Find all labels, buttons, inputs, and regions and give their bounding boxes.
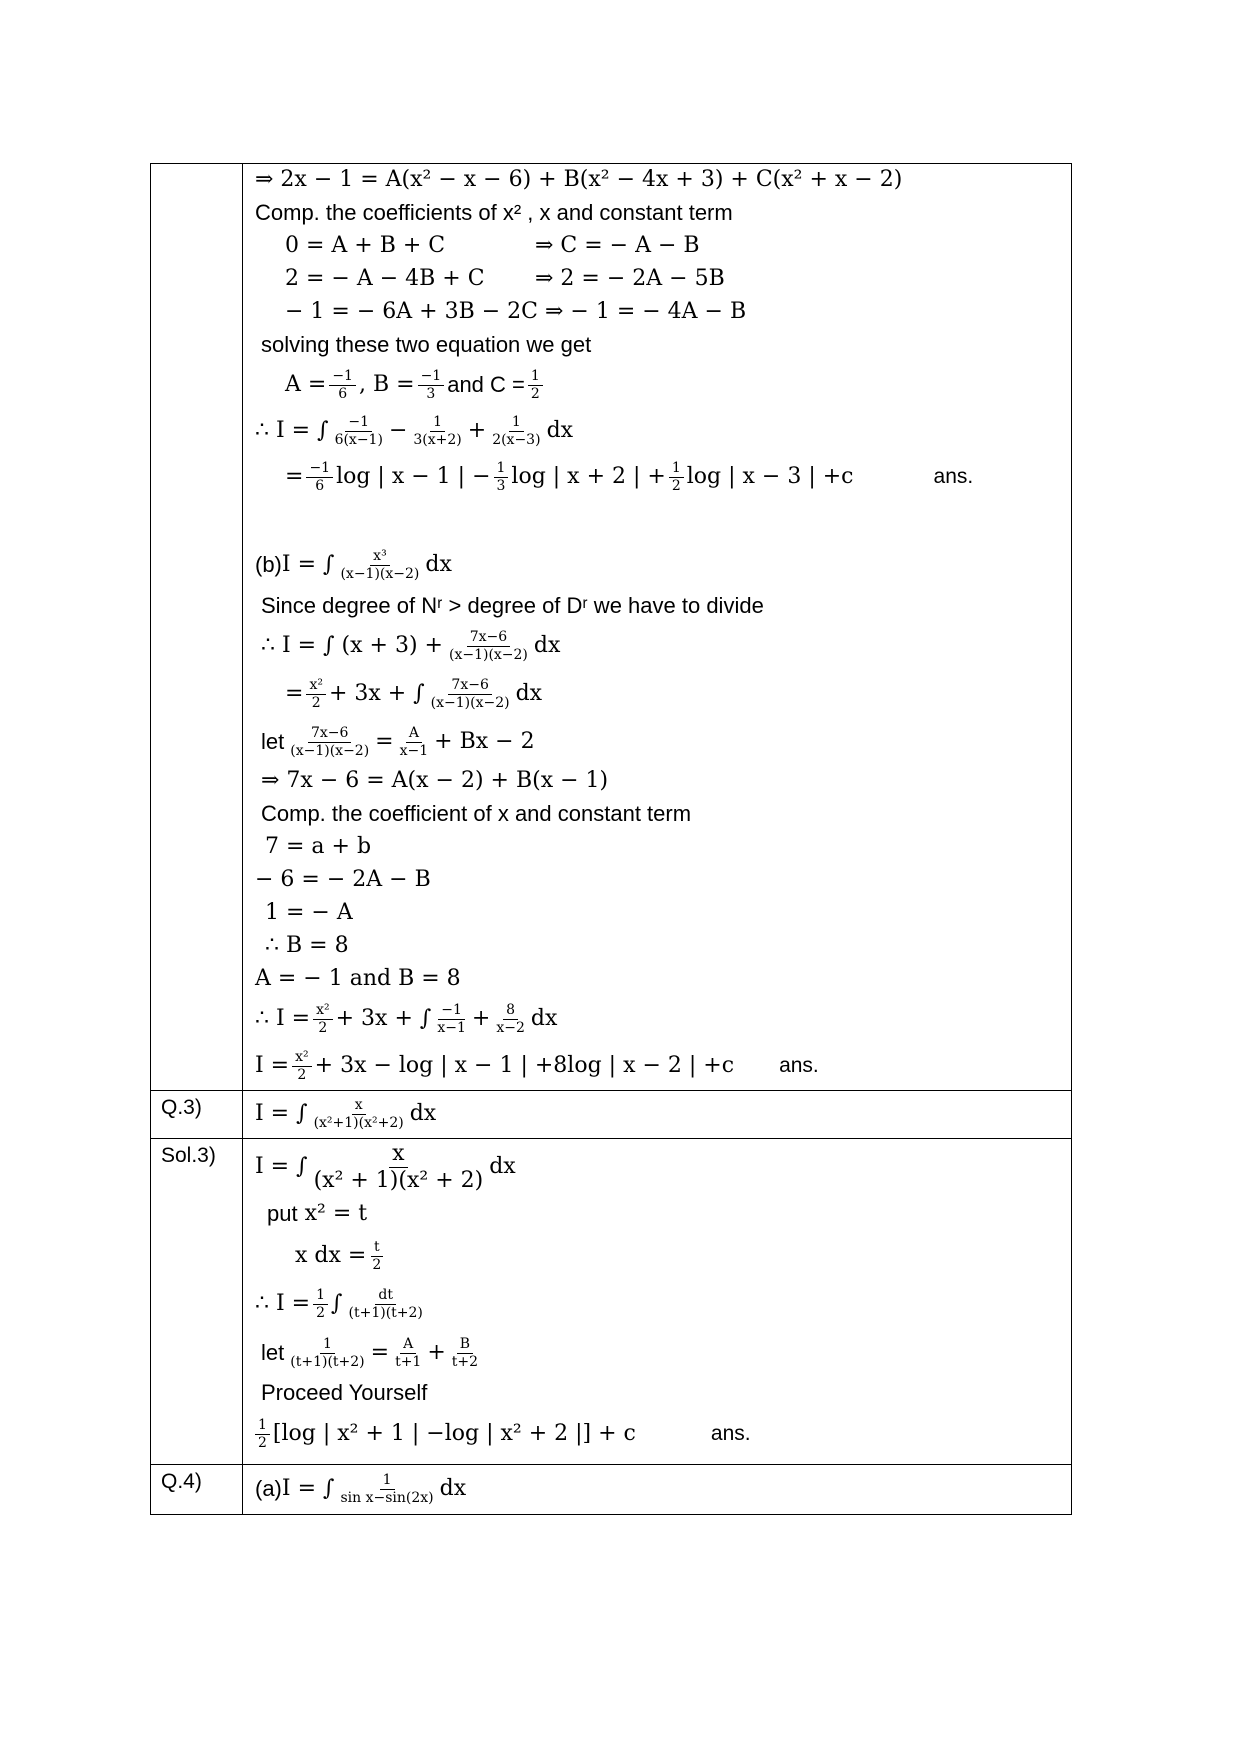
- question-label-cell: [151, 1091, 243, 1139]
- fraction: $\frac{\text{x²}}{2}$: [306, 677, 326, 710]
- equation-line: let $\frac{7x-6}{(x-1)(x-2)}$ = $\frac{A}{x-1}$ + Bx − 2: [261, 725, 535, 759]
- fraction: $\frac{B}{t+2}$: [451, 1336, 479, 1370]
- equation-line: I = $\frac{\text{x²}}{2}$ + 3x − log | x − 1 | +8log | x − 2 | +c ans.: [255, 1049, 819, 1083]
- fraction: $\frac{1}{2}$: [313, 1287, 328, 1320]
- equation-line: let $\frac{1}{(t+1)(t+2)}$ = $\frac{A}{t+1}$ + $\frac{B}{t+2}$: [255, 1329, 1071, 1377]
- solution-label: Sol.3): [161, 1144, 216, 1167]
- fraction: $\frac{1}{2}$: [528, 368, 543, 401]
- table-row: [151, 1139, 1072, 1465]
- equation-line: A = − 1 and B = 8: [255, 966, 461, 992]
- fraction: x (x² + 1)(x² + 2): [313, 1141, 484, 1193]
- table-row: [151, 164, 1072, 1091]
- question-content-cell: [243, 1465, 1072, 1515]
- equation-line: 1 2 [log | x² + 1 | −log | x² + 2 |] + c ans.: [255, 1410, 1071, 1458]
- equation-line: 1 = − A: [265, 900, 353, 926]
- equation-line: ∴ B = 8: [265, 933, 349, 959]
- solution-label-cell: [151, 1139, 243, 1465]
- fraction: $\frac{A}{t+1}$: [395, 1336, 422, 1370]
- table-row: [151, 1465, 1072, 1515]
- text-line: Comp. the coefficient of x and constant term: [261, 801, 692, 827]
- equation-line: ⇒ 2x − 1 = A(x² − x − 6) + B(x² − 4x + 3) + C(x² + x − 2): [255, 167, 903, 193]
- equation-line: = $\frac{-1}{6}$ log | x − 1 | − $\frac{1}{3}$ log | x + 2 | + $\frac{1}{2}$ log | x − 3 | +c ans.: [285, 460, 974, 494]
- equation-line: − 6 = − 2A − B: [255, 867, 431, 893]
- answer-marker: ans.: [779, 1054, 819, 1078]
- fraction: 1 sin x−sin(2x): [340, 1472, 434, 1506]
- fraction: $\frac{\text{x²}}{2}$: [313, 1002, 333, 1035]
- fraction: 1 2: [255, 1417, 270, 1450]
- fraction: dt (t+1)(t+2): [348, 1287, 423, 1321]
- fraction: $\frac{1}{2}$: [669, 460, 684, 493]
- equation-line: ∴ I = ∫ (x + 3) + $\frac{7x-6}{(x-1)(x-2)}$ dx: [261, 629, 561, 663]
- fraction: $\frac{A}{x-1}$: [399, 725, 429, 759]
- fraction: $\frac{8}{x-2}$: [496, 1002, 525, 1036]
- question-label-cell: [151, 164, 243, 1091]
- equation-line: A = $\frac{-1}{6}$ , B = $\frac{-1}{3}$ and C = $\frac{1}{2}$: [255, 362, 1071, 408]
- fraction: −1 6(x−1): [334, 414, 383, 448]
- equation-line: I = ∫ x (x² + 1)(x² + 2) dx: [255, 1141, 516, 1193]
- equation-line: = $\frac{\text{x²}}{2}$ + 3x + ∫ 7x−6 (x−1)(x−2) dx: [285, 677, 543, 711]
- equation-line: 7 = a + b: [265, 834, 372, 860]
- fraction: $\frac{-1}{3}$: [418, 368, 445, 401]
- solution-table: [150, 163, 1072, 1515]
- equation-line: ∴ I = $\frac{\text{x²}}{2}$ + 3x + ∫ −1 x−1 + $\frac{8}{x-2}$ dx: [255, 1002, 558, 1036]
- equation-line: (a) I = ∫ 1 sin x−sin(2x) dx: [255, 1472, 467, 1506]
- text-line: Since degree of Nʳ > degree of Dʳ we have to divide: [261, 593, 764, 619]
- equation-line: x dx = $\frac{t}{2}$: [255, 1233, 1071, 1279]
- question-label-cell: [151, 1465, 243, 1515]
- equation-line: put x² = t: [267, 1200, 368, 1226]
- text-line: Comp. the coefficients of x² , x and constant term: [255, 200, 733, 226]
- equation-line: − 1 = − 6A + 3B − 2C ⇒ − 1 = − 4A − B: [285, 299, 747, 325]
- fraction: $\frac{t}{2}$: [372, 1239, 382, 1273]
- fraction: x³ (x−1)(x−2): [340, 548, 420, 582]
- solution-content-cell: [243, 164, 1072, 1091]
- fraction: $\frac{7x-6}{(x-1)(x-2)}$: [290, 725, 370, 759]
- equation-line: (b) I = ∫ x³ (x−1)(x−2) dx: [255, 548, 452, 582]
- fraction: x (x²+1)(x²+2): [313, 1097, 404, 1131]
- equation-line: ⇒ 7x − 6 = A(x − 2) + B(x − 1): [261, 768, 609, 794]
- equation-line: 2 = − A − 4B + C ⇒ 2 = − 2A − 5B: [285, 266, 725, 292]
- spacer: [255, 500, 1071, 540]
- solution-content-cell: [243, 1139, 1072, 1465]
- equation-line: I = ∫ x (x²+1)(x²+2) dx: [255, 1097, 437, 1131]
- fraction: $\frac{\text{x²}}{2}$: [292, 1049, 312, 1082]
- answer-marker: ans.: [710, 1422, 751, 1446]
- question-label: Q.4): [161, 1470, 202, 1493]
- fraction: $\frac{1}{3(x+2)}$: [413, 414, 462, 448]
- fraction: $\frac{-1}{6}$: [329, 368, 356, 401]
- fraction: −1 x−1: [437, 1002, 466, 1036]
- answer-marker: ans.: [933, 465, 974, 489]
- question-content-cell: [243, 1091, 1072, 1139]
- fraction: $\frac{-1}{6}$: [306, 460, 333, 493]
- fraction: $\frac{1}{(t+1)(t+2)}$: [290, 1336, 365, 1370]
- equation-line: 0 = A + B + C ⇒ C = − A − B: [285, 233, 700, 259]
- table-row: [151, 1091, 1072, 1139]
- equation-line: ∴ I = $\frac{1}{2}$ ∫ dt (t+1)(t+2): [255, 1279, 1071, 1329]
- fraction: $\frac{1}{2(x-3)}$: [492, 414, 541, 448]
- fraction: $\frac{7x-6}{(x-1)(x-2)}$: [448, 629, 528, 663]
- text-line: solving these two equation we get: [261, 332, 592, 358]
- text-line: Proceed Yourself: [261, 1380, 428, 1406]
- question-label: Q.3): [161, 1096, 202, 1119]
- fraction: $\frac{1}{3}$: [494, 460, 509, 493]
- fraction: 7x−6 (x−1)(x−2): [430, 677, 510, 711]
- equation-line: ∴ I = ∫ −1 6(x−1) − $\frac{1}{3(x+2)}$ + $\frac{1}{2(x-3)}$ dx: [255, 414, 574, 448]
